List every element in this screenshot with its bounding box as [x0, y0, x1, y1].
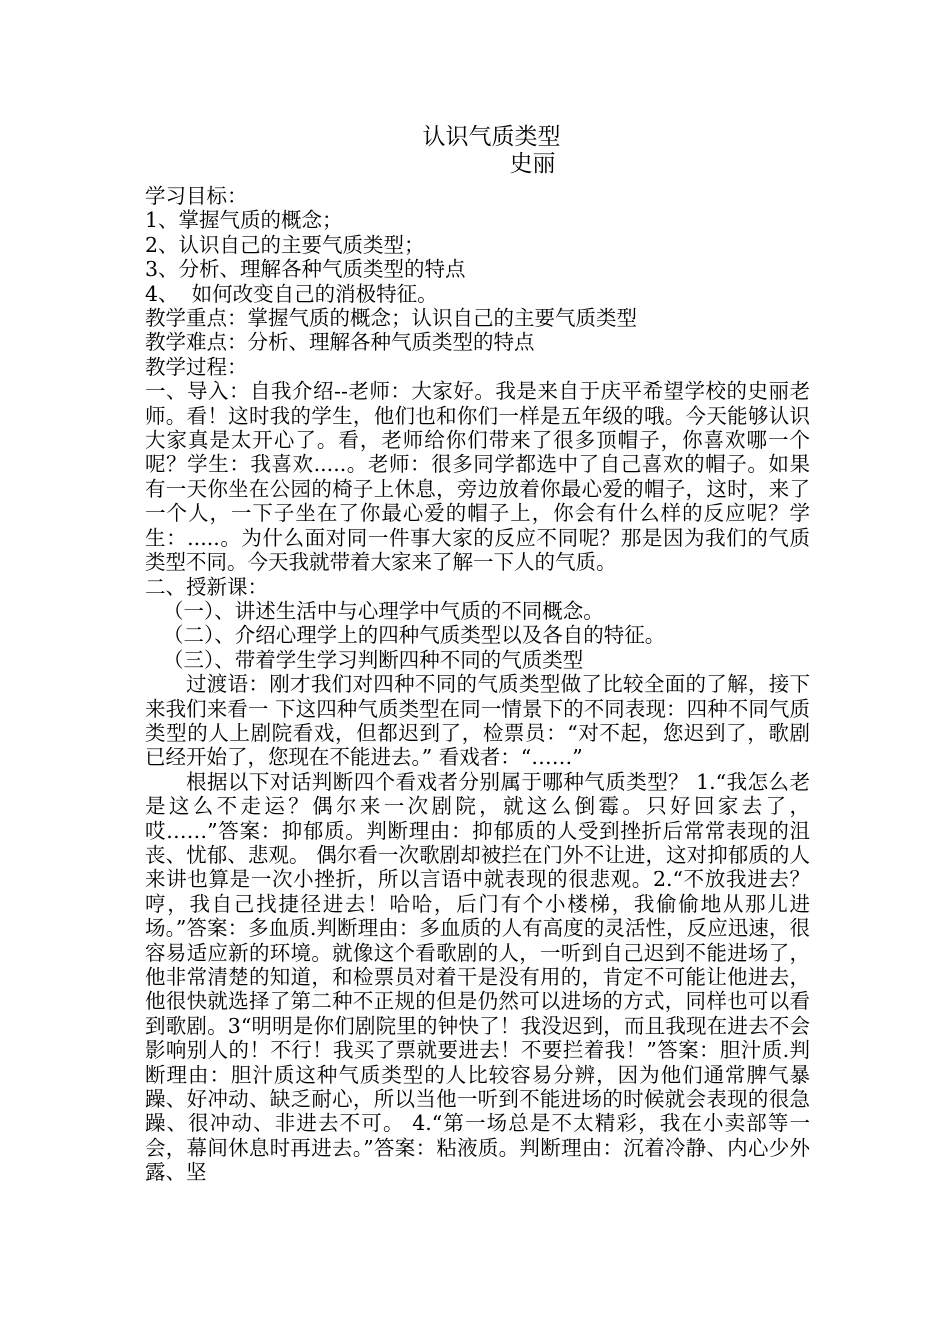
objective-item: 2、认识自己的主要气质类型；	[145, 232, 425, 257]
new-lesson-heading: 二、授新课：	[145, 574, 268, 599]
difficulty: 教学难点：分析、理解各种气质类型的特点	[145, 330, 535, 355]
objective-item: 4、 如何改变自己的消极特征。	[145, 281, 438, 306]
transition-paragraph: 过渡语：刚才我们对四种不同的气质类型做了比较全面的了解，接下来我们来看一 下这四种气质类型在同一情景下的不同表现：四种不同气质类型的人上剧院看戏，但都迟到了，检票员：“对不起，您迟到了，歌剧已经开始了，您现在不能进去。” 看戏者：“……”	[145, 672, 810, 770]
objectives-heading: 学习目标：	[145, 184, 248, 208]
document-title: 认识气质类型	[422, 124, 561, 150]
analysis-paragraph: 根据以下对话判断四个看戏者分别属于哪种气质类型？ 1.“我怎么老是这么不走运？偶尔来一次剧院，就这么倒霉。只好回家去了，哎……”答案：抑郁质。判断理由：抑郁质的人受到挫折后常常表现的沮丧、忧郁、悲观。 偶尔看一次歌剧却被拦在门外不让进，这对抑郁质的人来讲也算是一次小挫折，所以言语中就表现的很悲观。2.“不放我进去？哼，我自己找捷径进去！哈哈，后门有个小楼梯，我偷偷地从那儿进场。”答案：多血质.判断理由：多血质的人有高度的灵活性，反应迅速，很容易适应新的环境。就像这个看歌剧的人，一听到自己迟到不能进场了，他非常清楚的知道，和检票员对着干是没有用的，肯定不可能让他进去，他很快就选择了第二种不正规的但是仍然可以进场的方式，同样也可以看到歌剧。3“明明是你们剧院里的钟快了！我没迟到，而且我现在进去不会影响别人的！不行！我买了票就要进去！不要拦着我！”答案：胆汁质.判断理由：胆汁质这种气质类型的人比较容易分辨，因为他们通常脾气暴躁、好冲动、缺乏耐心，所以当他一听到不能进场的时候就会表现的很急躁、很冲动、非进去不可。 4.“第一场总是不太精彩，我在小卖部等一会，幕间休息时再进去。”答案：粘液质。判断理由：沉着冷静、内心少外露、坚	[145, 769, 810, 1185]
new-lesson-item: （三）、带着学生学习判断四种不同的气质类型	[163, 647, 584, 672]
new-lesson-item: （一）、讲述生活中与心理学中气质的不同概念。	[163, 598, 604, 623]
key-point: 教学重点：掌握气质的概念；认识自己的主要气质类型	[145, 306, 637, 331]
document-page	[145, 124, 810, 1185]
process-heading: 教学过程：	[145, 354, 248, 379]
document-author: 史丽	[509, 151, 556, 177]
intro-paragraph: 一、导入：自我介绍--老师：大家好。我是来自于庆平希望学校的史丽老师。看！这时我的学生，他们也和你们一样是五年级的哦。今天能够认识大家真是太开心了。看，老师给你们带来了很多顶帽子，你喜欢哪一个呢？学生：我喜欢.....。老师：很多同学都选中了自己喜欢的帽子。如果有一天你坐在公园的椅子上休息，旁边放着你最心爱的帽子，这时，来了一个人，一下子坐在了你最心爱的帽子上，你会有什么样的反应呢？学生：.....。为什么面对同一件事大家的反应不同呢？那是因为我们的气质类型不同。今天我就带着大家来了解一下人的气质。	[145, 379, 810, 575]
new-lesson-item: （二）、介绍心理学上的四种气质类型以及各自的特征。	[163, 623, 666, 648]
objective-item: 3、分析、理解各种气质类型的特点	[145, 257, 466, 282]
objective-item: 1、掌握气质的概念；	[145, 208, 343, 233]
